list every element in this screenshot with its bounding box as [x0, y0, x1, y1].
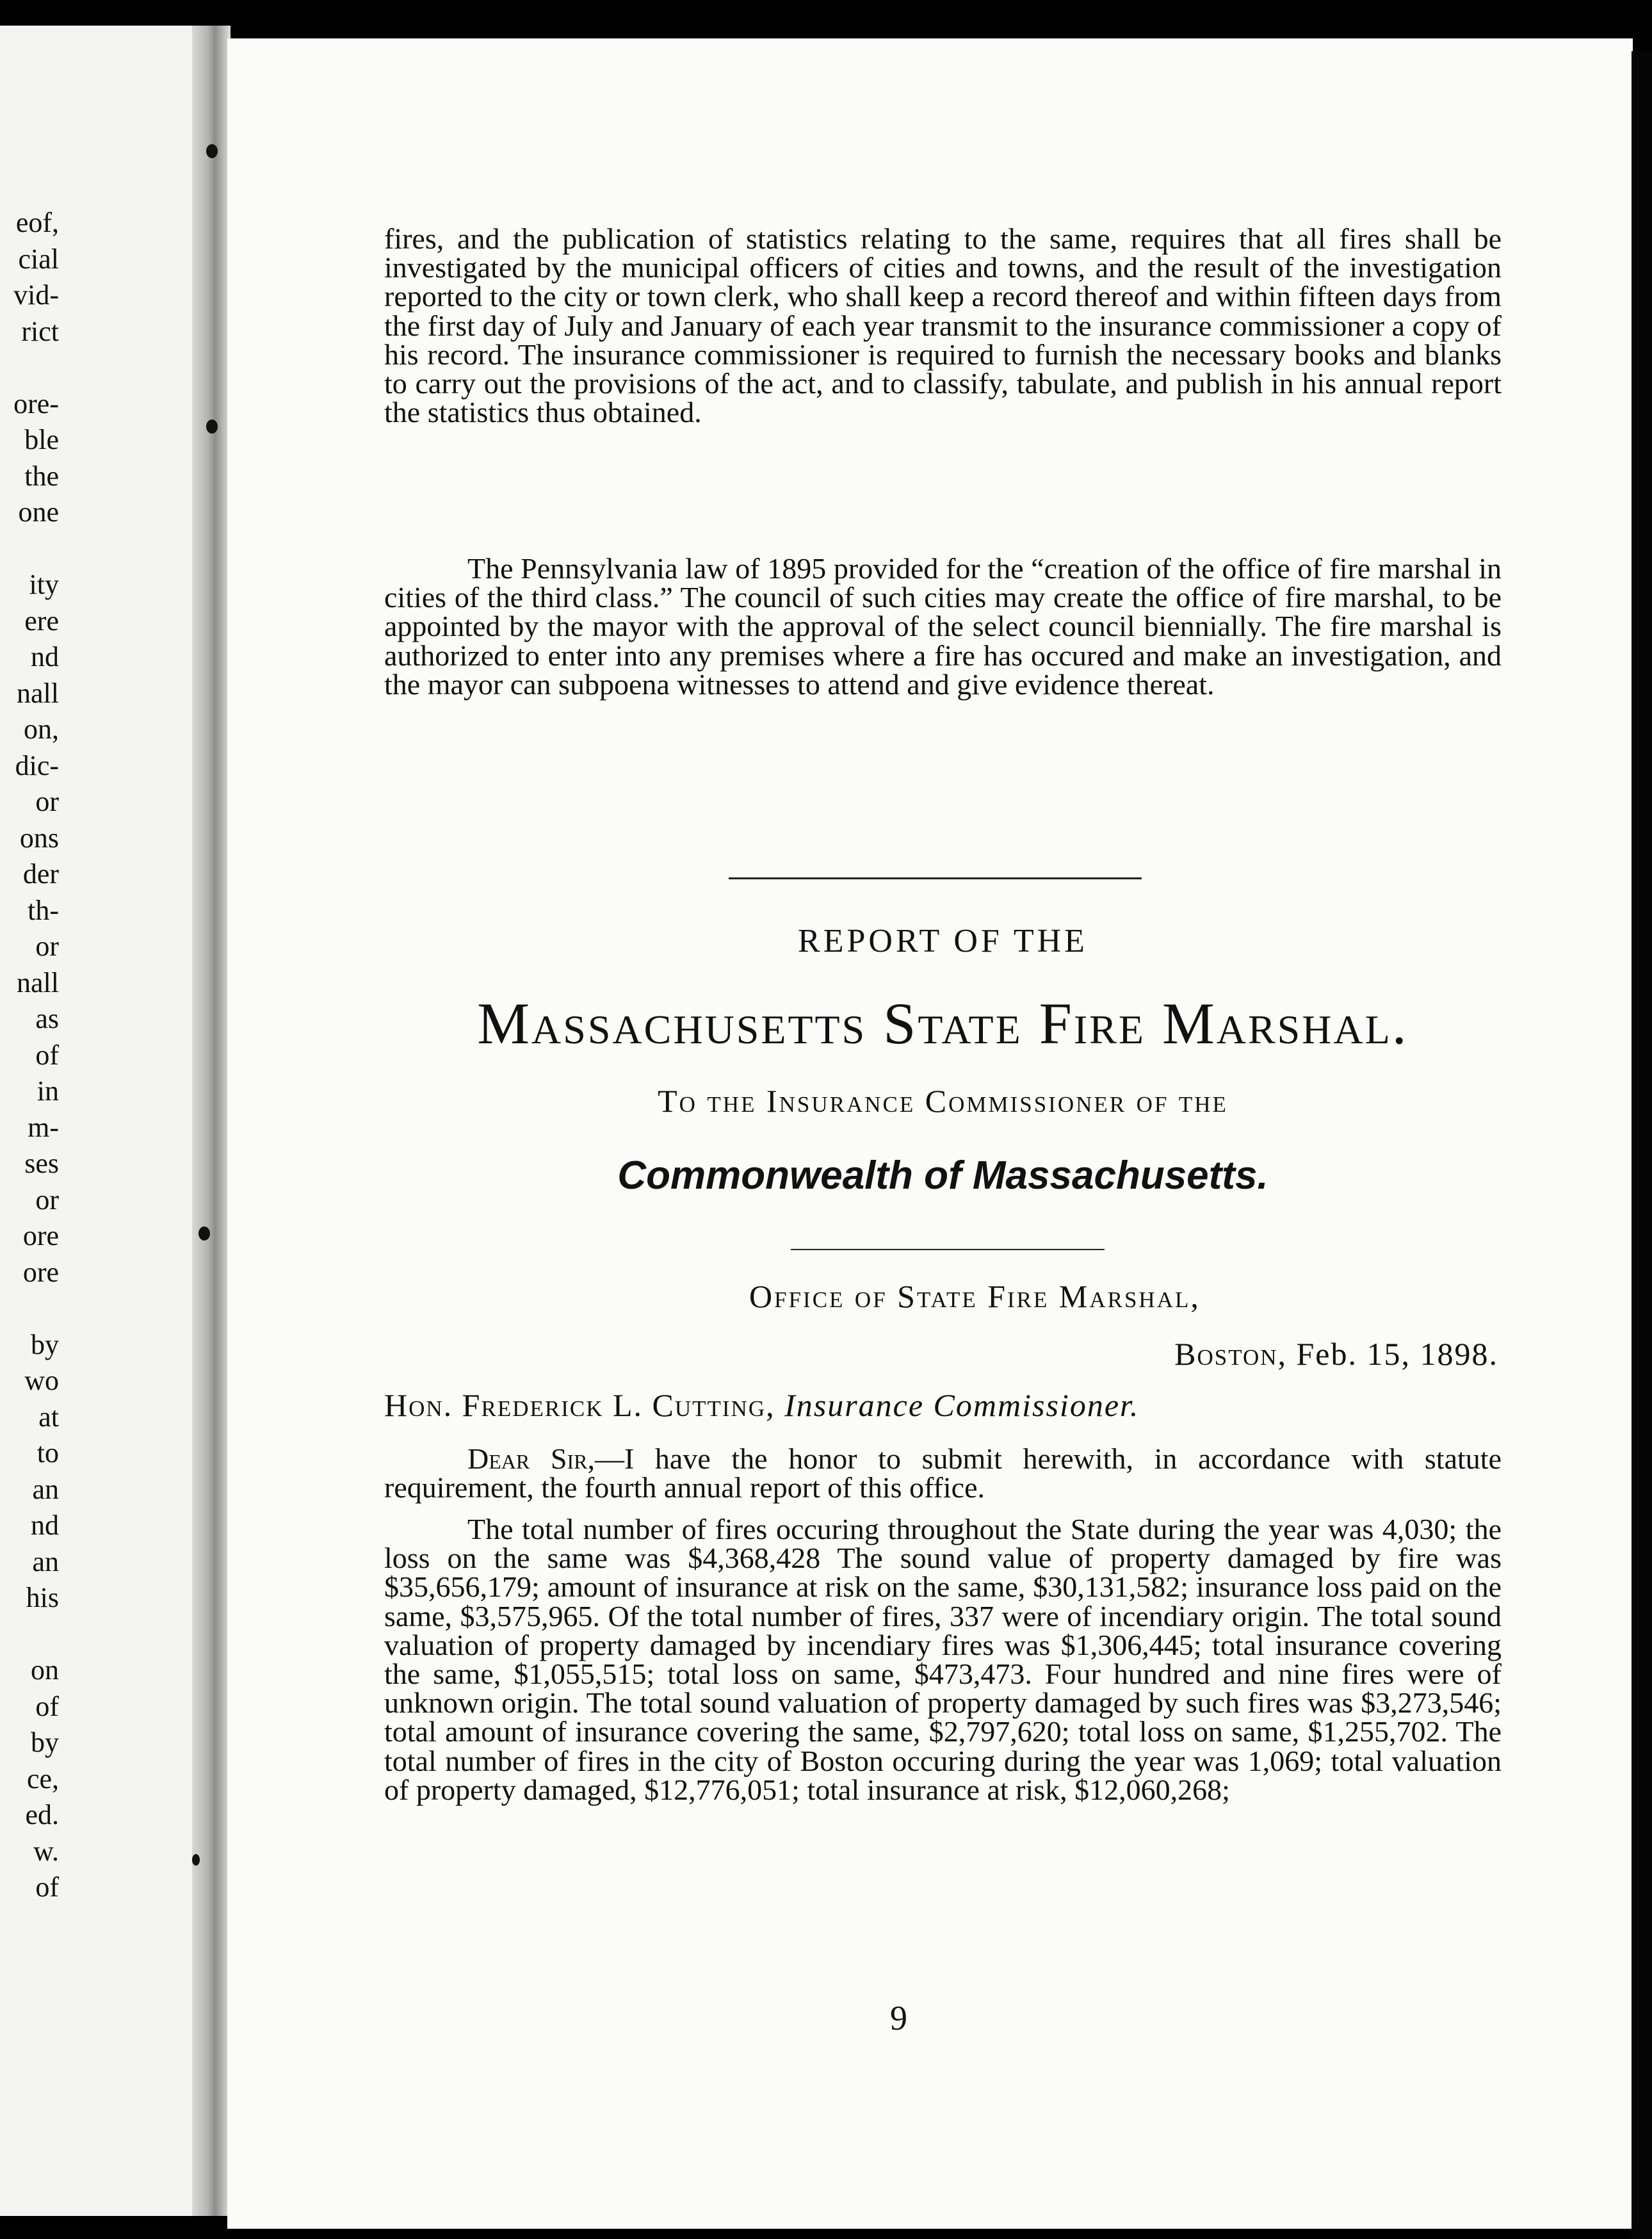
left-fragment-line: [0, 350, 59, 386]
left-fragment-line: wo: [24, 1365, 59, 1396]
left-fragment-line: the: [24, 460, 59, 492]
dateline: [1174, 1335, 1498, 1372]
left-fragment-line: in: [36, 1075, 59, 1107]
left-fragment-line: th-: [28, 894, 59, 926]
left-fragment-line: [0, 531, 59, 567]
left-fragment-line: as: [35, 1003, 59, 1034]
paragraph-4-text: The total number of fires occuring throughout the State during the year was 4,030; the loss on the same was $4,368,428 The sound value of property damaged by fire was $35,656,179; amount of insurance at risk on the same, $30,131,582; insurance loss paid on the same, $3,575,965. Of the total number of fires, 337 were of incendiary origin. The total sound valuation of property damaged by incendiary fires was $1,306,445; total insurance covering the same, $1,055,515; total loss on same, $473,473. Four hundred and nine fires were of unknown origin. The total sound valuation of property damaged by such fires was $3,273,546; total amount of insurance covering the same, $2,797,620; total loss on same, $1,255,702. The total number of fires in the city of Boston occuring during the year was 1,069; total valuation of property damaged, $12,776,051; total insurance at risk, $12,060,268;: [384, 1513, 1502, 1806]
paragraph-1: [384, 224, 1502, 427]
left-fragment-line: of: [35, 1039, 59, 1071]
left-fragment-line: m-: [28, 1111, 59, 1143]
left-fragment-line: [0, 1290, 59, 1327]
addressee-title: Insurance Commissioner.: [784, 1387, 1140, 1423]
left-fragment-line: an: [32, 1473, 59, 1505]
heading-divider: [791, 1249, 1105, 1250]
left-fragment-line: ity: [29, 569, 59, 600]
salutation: Dear Sir,: [467, 1442, 595, 1475]
left-fragment-line: his: [26, 1582, 59, 1613]
commonwealth-heading: Commonwealth of Massachusetts.: [617, 1153, 1268, 1198]
section-divider: [729, 877, 1142, 879]
binding-hole: [206, 144, 218, 158]
left-fragment-line: or: [35, 786, 59, 817]
left-fragment-line: der: [22, 858, 59, 890]
office-line: Office of State Fire Marshal,: [749, 1278, 1201, 1314]
paragraph-2: [384, 554, 1502, 699]
left-fragment-line: ere: [24, 605, 59, 637]
binding-hole: [192, 1854, 200, 1866]
paragraph-3: [384, 1444, 1502, 1502]
left-fragment-line: of: [35, 1690, 59, 1722]
left-fragment-line: ons: [19, 822, 59, 854]
paragraph-2-text: The Pennsylvania law of 1895 provided for the “creation of the office of fire marshal in cities of the third class.” The council of such cities may create the office of fire marshal, to be appointed by the mayor with the approval of the select council biennially. The fire marshal is authorized to enter into any premises where a fire has occured and make an investigation, and the mayor can subpoena witnesses to attend and give evidence thereat.: [384, 552, 1502, 701]
left-fragment-line: vid-: [13, 279, 59, 311]
left-fragment-line: nd: [31, 1510, 59, 1541]
report-title: Massachusetts State Fire Marshal.: [477, 991, 1409, 1056]
left-fragment-line: on,: [24, 713, 59, 745]
left-fragment-line: by: [31, 1727, 59, 1758]
left-fragment-line: ce,: [26, 1763, 59, 1795]
left-fragment-line: ble: [24, 424, 59, 455]
left-fragment-line: dic-: [15, 749, 59, 781]
left-fragment-line: or: [35, 931, 59, 962]
report-subtitle: To the Insurance Commissioner of the: [658, 1083, 1228, 1119]
left-fragment-line: eof,: [15, 207, 59, 238]
left-page-fragments: [0, 205, 59, 1906]
left-fragment-line: at: [38, 1401, 59, 1433]
scan-edge: [1632, 51, 1652, 2239]
left-fragment-line: rict: [21, 315, 59, 347]
paragraph-1-text: fires, and the publication of statistics relating to the same, requires that all fires shall be investigated by the municipal officers of cities and towns, and the result of the investigation reported to the city or town clerk, who shall keep a record thereof and within fifteen days from the first day of July and January of each year transmit to the insurance commissioner a copy of his record. The insurance commissioner is required to furnish the necessary books and blanks to carry out the provisions of the act, and to classify, tabulate, and publish in his annual report the statistics thus obtained.: [384, 222, 1502, 429]
left-fragment-line: nall: [17, 966, 59, 998]
binding-hole: [198, 1226, 210, 1241]
left-fragment-line: ore-: [13, 387, 59, 419]
report-heading: REPORT OF THE: [798, 923, 1088, 959]
left-fragment-line: on: [31, 1654, 59, 1686]
paragraph-3-text: —I have the honor to submit herewith, in accordance with statute requirement, the fourth annual report of this office.: [384, 1442, 1502, 1504]
page-number: 9: [890, 1999, 907, 2037]
left-fragment-line: by: [31, 1328, 59, 1360]
left-fragment-line: or: [35, 1184, 59, 1216]
left-fragment-line: nall: [17, 677, 59, 709]
left-fragment-line: to: [36, 1437, 59, 1469]
left-fragment-line: w.: [33, 1835, 59, 1867]
left-fragment-line: ore: [22, 1220, 59, 1251]
left-fragment-line: one: [18, 496, 59, 528]
date-value: Feb. 15, 1898.: [1296, 1336, 1498, 1372]
left-fragment-line: ses: [24, 1148, 59, 1179]
binding-hole: [206, 419, 218, 434]
left-fragment-line: an: [32, 1545, 59, 1577]
addressee: [384, 1387, 1139, 1424]
paragraph-4: [384, 1515, 1502, 1804]
left-fragment-line: cial: [18, 243, 59, 275]
left-fragment-line: ed.: [25, 1799, 59, 1830]
date-city: Boston,: [1174, 1336, 1287, 1372]
addressee-name: Hon. Frederick L. Cutting,: [384, 1387, 775, 1423]
left-fragment-line: of: [35, 1871, 59, 1903]
page-gutter: [192, 26, 231, 2216]
left-fragment-line: [0, 1616, 59, 1653]
left-fragment-line: ore: [22, 1256, 59, 1288]
left-fragment-line: nd: [31, 641, 59, 672]
